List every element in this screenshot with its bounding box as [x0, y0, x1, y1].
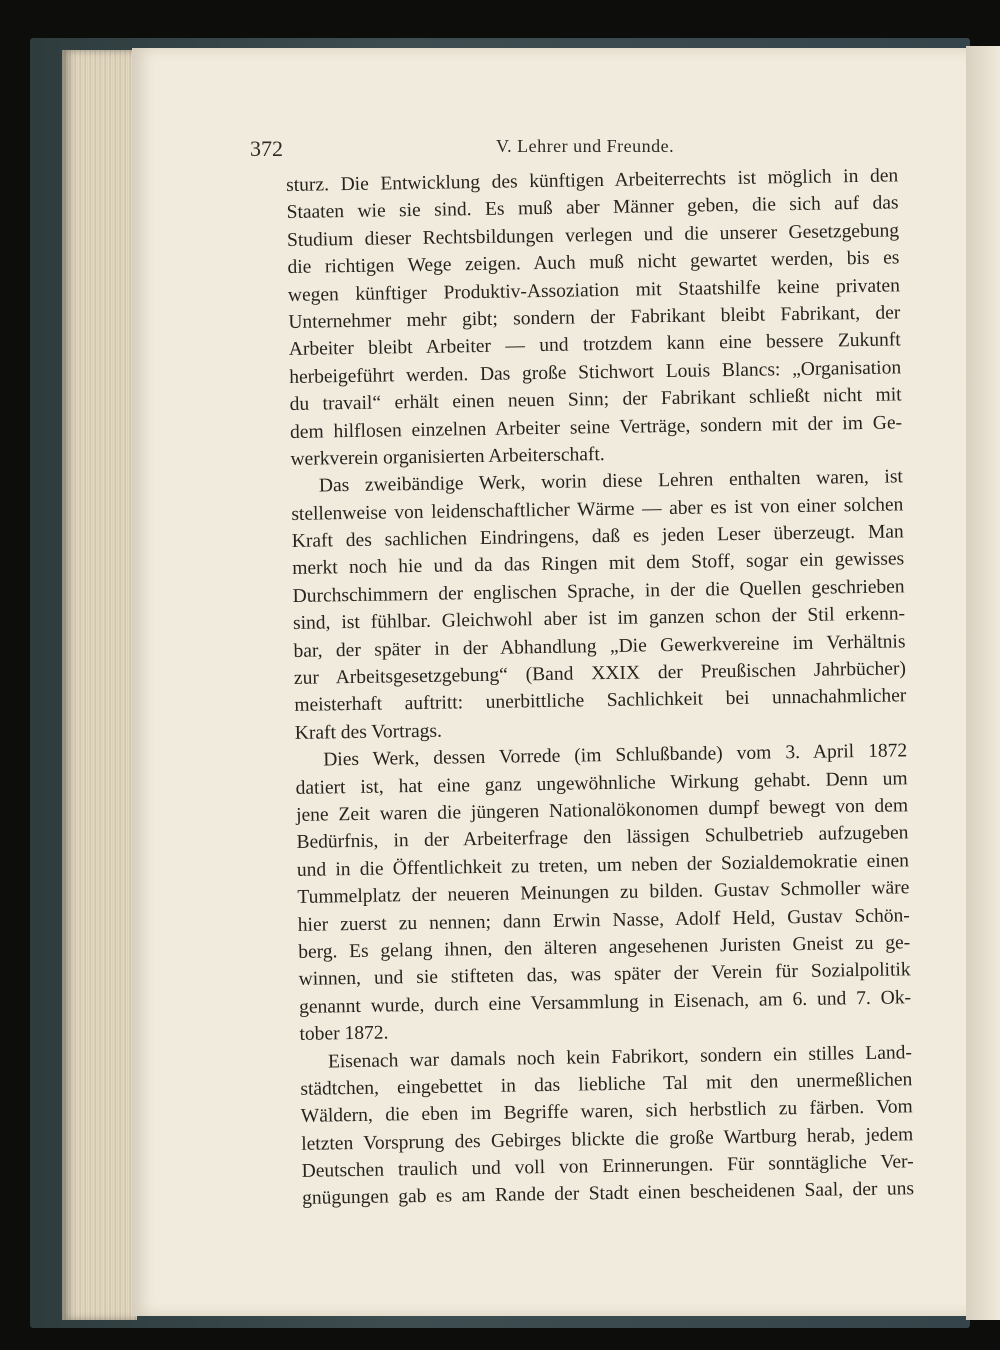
text-line: berg. Es gelang ihnen, den älteren angesehenen Juristen Gneist zu ge- [298, 932, 911, 963]
text-line: hier zuerst zu nennen; dann Erwin Nasse, Adolf Held, Gustav Schön- [297, 904, 910, 936]
text-line: Bedürfnis, in der Arbeiterfrage den lässigen Schulbetrieb aufzugeben [296, 822, 909, 854]
text-line: tober 1872. [299, 1022, 389, 1046]
text-line: Arbeiter bleibt Arbeiter — und trotzdem kann eine bessere Zukunft [288, 329, 901, 361]
text-line: Kraft des sachlichen Eindringens, daß es jeden Leser überzeugt. Man [291, 521, 904, 553]
text-line: zur Arbeitsgesetzgebung“ (Band XXIX der Preußischen Jahrbücher) [293, 658, 907, 689]
text-line: herbeigeführt werden. Das große Stichwort Louis Blancs: „Organisation [289, 357, 902, 388]
text-line: dem hilflosen einzelnen Arbeiter seine Verträge, sondern mit der im Ge- [289, 411, 903, 443]
text-line: Studium dieser Rechtsbildungen verlegen und die unserer Gesetzgebung [286, 220, 900, 251]
text-line: und in die Öffentlichkeit zu treten, um neben der Sozialdemokratie einen [296, 850, 910, 881]
text-line: jene Zeit waren die jüngeren Nationalökonomen dumpf bewegt von dem [295, 795, 909, 826]
page-edges [62, 50, 137, 1320]
body-text [286, 162, 914, 1212]
text-line: stellenweise von leidenschaftlicher Wärme — aber es ist von einer solchen [291, 494, 904, 525]
text-line: Das zweibändige Werk, worin diese Lehren enthalten waren, ist [318, 466, 904, 497]
facing-page-edge [966, 46, 1000, 1320]
text-line: merkt noch hie und da das Ringen mit dem Stoff, sogar ein gewisses [292, 548, 905, 580]
text-line: letzten Vorsprung des Gebirges blickte die große Wartburg herab, jedem [301, 1123, 914, 1155]
text-line: Deutschen traulich und voll von Erinnerungen. Für sonntägliche Ver- [301, 1151, 914, 1182]
text-line: sind, ist fühlbar. Gleichwohl aber ist im ganzen schon der Stil erkenn- [292, 603, 906, 635]
text-line: datiert ist, hat eine ganz ungewöhnliche Wirkung gehabt. Denn um [295, 767, 908, 799]
text-line: wegen künftiger Produktiv-Assoziation mit Staatshilfe keine privaten [287, 274, 901, 306]
running-head: V. Lehrer und Freunde. [496, 136, 675, 156]
text-line: gnügungen gab es am Rande der Stadt einen bescheidenen Saal, der uns [301, 1178, 915, 1210]
text-line: Staaten wie sie sind. Es muß aber Männer geben, die sich auf das [286, 192, 899, 224]
text-line: die richtigen Wege zeigen. Auch muß nicht gewartet werden, bis es [287, 247, 900, 279]
text-line: winnen, und sie stifteten das, was später der Verein für Sozialpolitik [298, 959, 911, 991]
text-line: du travail“ erhält einen neuen Sinn; der Fabrikant schließt nicht mit [289, 384, 902, 416]
text-line: sturz. Die Entwicklung des künftigen Arbeiterrechts ist möglich in den [286, 165, 899, 196]
text-line: Tummelplatz der neueren Meinungen zu bilden. Gustav Schmoller wäre [297, 877, 910, 909]
text-line: genannt wurde, durch eine Versammlung in Eisenach, am 6. und 7. Ok- [298, 987, 912, 1018]
text-line: Unternehmer mehr gibt; sondern der Fabrikant bleibt Fabrikant, der [288, 302, 901, 333]
text-line: Eisenach war damals noch kein Fabrikort, sondern ein stilles Land- [327, 1041, 913, 1072]
text-line: Dies Werk, dessen Vorrede (im Schlußbande) vom 3. April 1872 [323, 740, 908, 771]
text-line: bar, der später in der Abhandlung „Die Gewerkvereine im Verhältnis [293, 630, 906, 662]
text-line: Durchschimmern der englischen Sprache, in der die Quellen geschrieben [292, 576, 905, 607]
page-number: 372 [250, 136, 283, 161]
text-line: werkverein organisierten Arbeiterschaft. [290, 443, 605, 470]
text-line: Kraft des Vortrags. [294, 720, 443, 744]
text-line: Wäldern, die eben im Begriffe waren, sich herbstlich zu färben. Vom [300, 1096, 913, 1128]
text-line: meisterhaft auftritt: unerbittliche Sachlichkeit bei unnachahmlicher [294, 685, 907, 717]
text-line: städtchen, eingebettet in das liebliche Tal mit den unermeßlichen [300, 1069, 913, 1100]
